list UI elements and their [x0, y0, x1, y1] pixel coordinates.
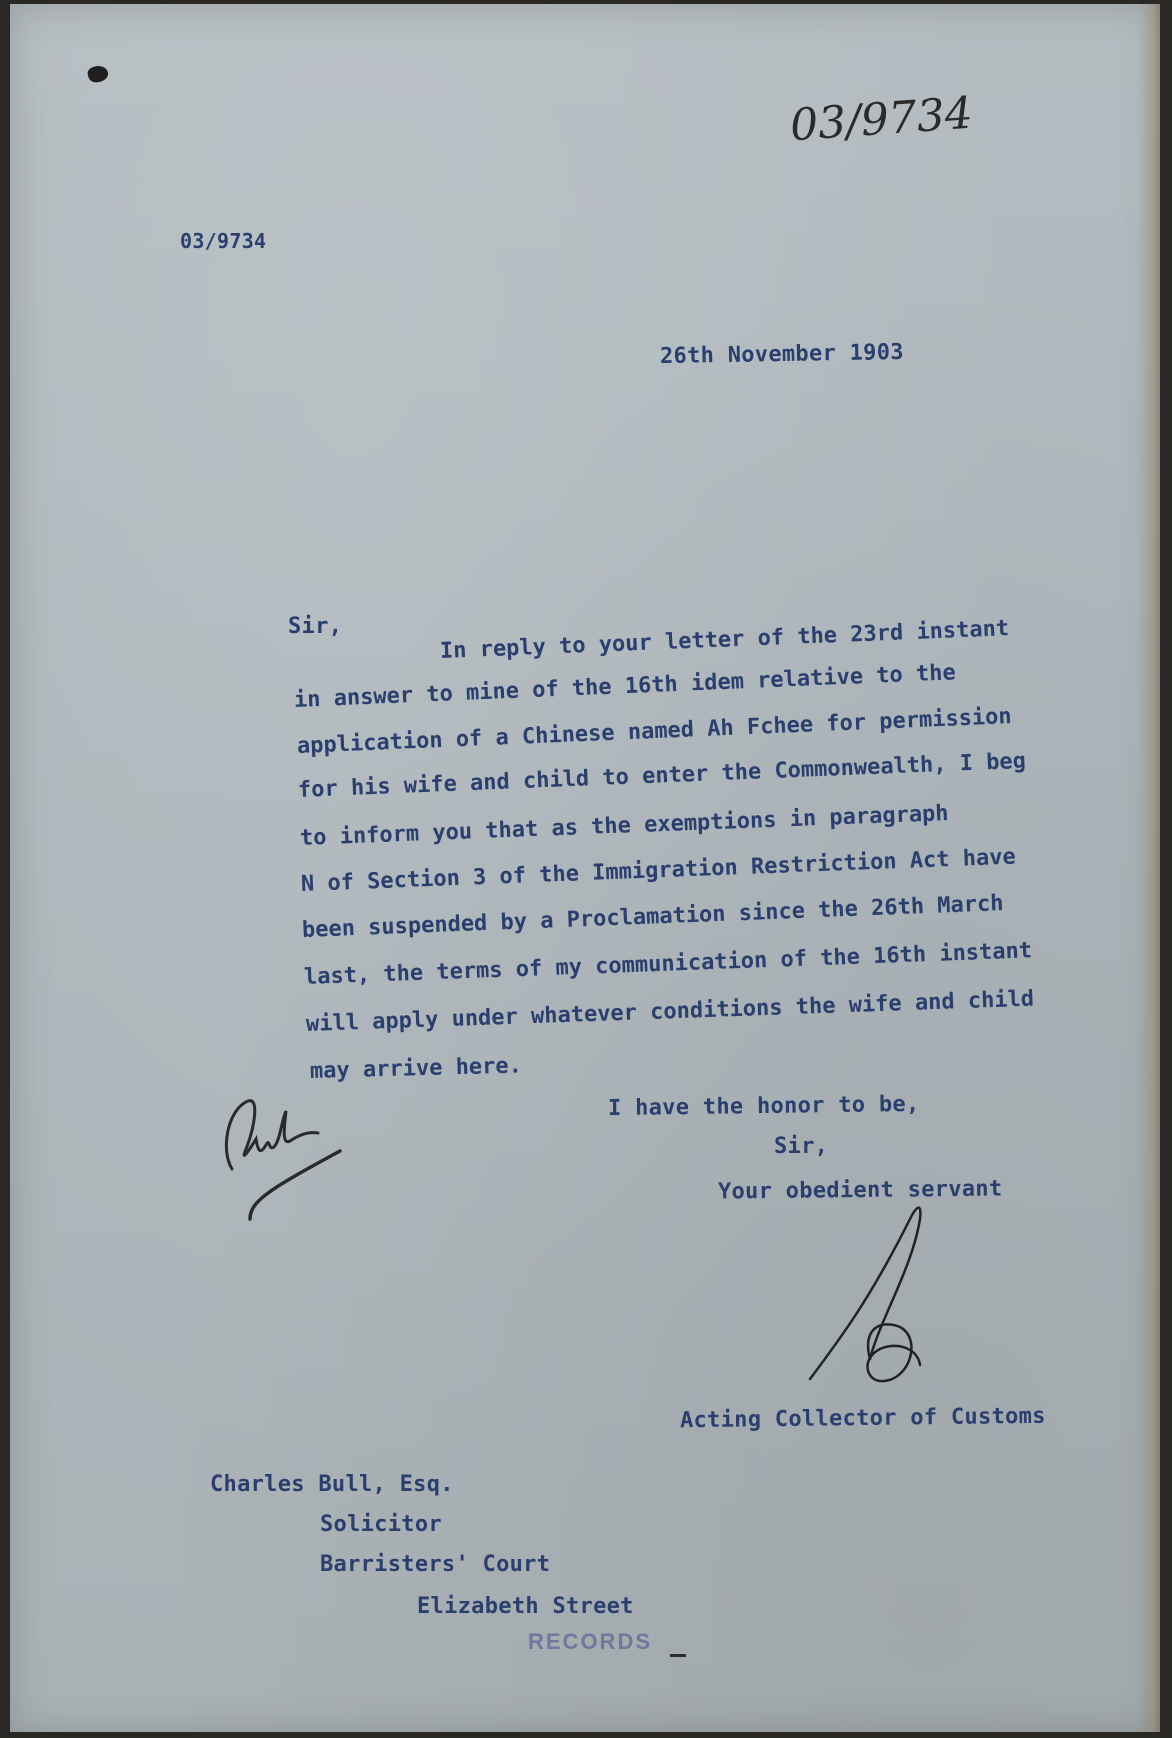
initials-signature	[210, 1089, 360, 1229]
body-line: been suspended by a Proclamation since the 26th March	[301, 891, 1004, 943]
body-line: In reply to your letter of the 23rd instant	[439, 616, 1010, 664]
addressee-profession: Solicitor	[320, 1512, 442, 1537]
body-line: last, the terms of my communication of the 16th instant	[303, 938, 1033, 990]
body-line: application of a Chinese named Ah Fchee for permission	[296, 704, 1013, 759]
handwritten-file-reference: 03/9734	[788, 87, 975, 152]
body-line: will apply under whatever conditions the wife and child	[305, 986, 1035, 1037]
paper-edge-stain	[1138, 4, 1160, 1732]
signatory-title: Acting Collector of Customs	[679, 1403, 1046, 1434]
addressee-street: Elizabeth Street	[417, 1594, 634, 1619]
body-line: in answer to mine of the 16th idem relative to the	[293, 660, 957, 713]
letter-sheet	[10, 4, 1160, 1732]
body-line: to inform you that as the exemptions in paragraph	[299, 801, 950, 851]
salutation: Sir,	[288, 614, 343, 639]
typed-file-reference: 03/9734	[180, 229, 267, 253]
letter-date: 26th November 1903	[659, 339, 905, 370]
closing-obedient-servant: Your obedient servant	[717, 1176, 1003, 1205]
collector-signature	[800, 1189, 970, 1399]
records-stamp: RECORDS	[528, 1629, 653, 1654]
body-line: N of Section 3 of the Immigration Restriction Act have	[300, 844, 1017, 897]
addressee-building: Barristers' Court	[320, 1552, 551, 1577]
body-line: may arrive here.	[309, 1053, 523, 1084]
punch-mark	[86, 64, 109, 85]
closing-sir: Sir,	[774, 1134, 829, 1159]
body-line: for his wife and child to enter the Commonwealth, I beg	[297, 748, 1027, 803]
stamp-underline	[670, 1654, 686, 1657]
closing-honor: I have the honor to be,	[607, 1091, 920, 1122]
addressee-name: Charles Bull, Esq.	[210, 1472, 454, 1497]
